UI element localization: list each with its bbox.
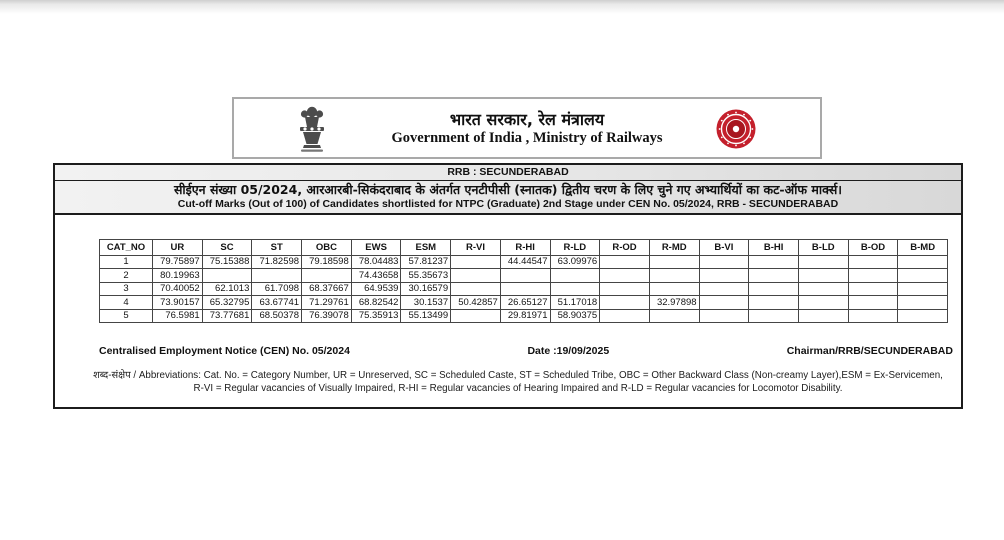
mark-cell	[252, 269, 302, 283]
header-row	[100, 240, 948, 256]
mark-cell: 61.7098	[252, 282, 302, 296]
letterhead-banner	[232, 97, 822, 159]
mark-cell	[302, 269, 352, 283]
column-header: CAT_NO	[100, 240, 153, 256]
signatory-label: Chairman/RRB/SECUNDERABAD	[786, 345, 953, 357]
mark-cell	[848, 282, 898, 296]
cat-no-cell: 4	[100, 296, 153, 310]
mark-cell	[798, 269, 848, 283]
cat-no-cell: 1	[100, 255, 153, 269]
mark-cell: 75.15388	[202, 255, 252, 269]
mark-cell: 76.39078	[302, 309, 352, 323]
column-header: R-LD	[550, 240, 600, 256]
table-row	[100, 255, 948, 269]
mark-cell: 78.04483	[351, 255, 401, 269]
mark-cell	[699, 255, 749, 269]
mark-cell	[202, 269, 252, 283]
mark-cell	[798, 282, 848, 296]
cat-no-cell: 5	[100, 309, 153, 323]
mark-cell	[600, 255, 650, 269]
mark-cell: 51.17018	[550, 296, 600, 310]
mark-cell: 26.65127	[500, 296, 550, 310]
mark-cell: 80.19963	[153, 269, 203, 283]
mark-cell	[798, 309, 848, 323]
mark-cell	[749, 309, 799, 323]
mark-cell: 44.44547	[500, 255, 550, 269]
mark-cell	[898, 309, 948, 323]
mark-cell	[848, 296, 898, 310]
mark-cell: 57.81237	[401, 255, 451, 269]
mark-cell: 74.43658	[351, 269, 401, 283]
mark-cell	[649, 309, 699, 323]
notice-box	[53, 163, 963, 409]
mark-cell: 73.77681	[202, 309, 252, 323]
column-header: ST	[252, 240, 302, 256]
mark-cell	[699, 296, 749, 310]
mark-cell	[600, 282, 650, 296]
column-header: UR	[153, 240, 203, 256]
column-header: B-LD	[798, 240, 848, 256]
cutoff-table-body	[100, 255, 948, 323]
mark-cell: 68.37667	[302, 282, 352, 296]
table-row	[100, 269, 948, 283]
column-header: B-HI	[749, 240, 799, 256]
mark-cell	[798, 296, 848, 310]
mark-cell	[749, 282, 799, 296]
mark-cell	[451, 255, 501, 269]
mark-cell: 63.67741	[252, 296, 302, 310]
date-label: Date :19/09/2025	[527, 345, 610, 357]
mark-cell: 63.09976	[550, 255, 600, 269]
mark-cell: 73.90157	[153, 296, 203, 310]
column-header: R-OD	[600, 240, 650, 256]
notice-title-hindi: सीईएन संख्या 05/2024, आरआरबी-सिकंदराबाद के अंतर्गत एनटीपीसी (स्नातक) द्वितीय चरण के लिए चुने गए अभ्यार्थियों का कट-ऑफ मार्क्स।	[173, 182, 843, 197]
mark-cell: 79.75897	[153, 255, 203, 269]
column-header: B-VI	[699, 240, 749, 256]
mark-cell: 62.1013	[202, 282, 252, 296]
mark-cell: 68.82542	[351, 296, 401, 310]
mark-cell	[451, 269, 501, 283]
mark-cell	[699, 309, 749, 323]
mark-cell: 30.16579	[401, 282, 451, 296]
mark-cell	[898, 255, 948, 269]
notice-title-english: Cut-off Marks (Out of 100) of Candidates shortlisted for NTPC (Graduate) 2nd Stage under CEN No. 05/2024, RRB - SECUNDERABAD	[177, 198, 839, 210]
mark-cell	[649, 282, 699, 296]
table-row	[100, 296, 948, 310]
mark-cell: 55.35673	[401, 269, 451, 283]
mark-cell	[451, 309, 501, 323]
abbreviations-text: शब्द-संक्षेप / Abbreviations: Cat. No. = Category Number, UR = Unreserved, SC = Scheduled Caste, ST = Scheduled Tribe, OBC = Other Backward Class (Non-creamy Layer),ESM = Ex-Servicemen, R-VI = Regular vacancies of Visually Impaired, R-HI = Regular vacancies of Hearing Impaired and R-LD = Regular vacancies for Locomotor Disability.	[93, 370, 943, 394]
mark-cell	[749, 296, 799, 310]
mark-cell	[550, 282, 600, 296]
mark-cell: 79.18598	[302, 255, 352, 269]
mark-cell	[600, 269, 650, 283]
notice-title-bar	[55, 181, 961, 215]
notice-footer-line	[99, 345, 953, 357]
mark-cell	[898, 296, 948, 310]
mark-cell	[699, 269, 749, 283]
mark-cell: 50.42857	[451, 296, 501, 310]
cat-no-cell: 2	[100, 269, 153, 283]
mark-cell: 76.5981	[153, 309, 203, 323]
ministry-title-english: Government of India , Ministry of Railways	[391, 129, 663, 146]
mark-cell: 70.40052	[153, 282, 203, 296]
mark-cell	[550, 269, 600, 283]
mark-cell: 71.29761	[302, 296, 352, 310]
cutoff-table-head	[100, 240, 948, 256]
column-header: B-MD	[898, 240, 948, 256]
mark-cell	[898, 269, 948, 283]
column-header: OBC	[302, 240, 352, 256]
mark-cell	[848, 255, 898, 269]
column-header: R-VI	[451, 240, 501, 256]
ministry-title-hindi: भारत सरकार, रेल मंत्रालय	[449, 109, 605, 129]
mark-cell	[600, 296, 650, 310]
mark-cell	[699, 282, 749, 296]
mark-cell	[798, 255, 848, 269]
mark-cell	[649, 255, 699, 269]
column-header: SC	[202, 240, 252, 256]
mark-cell: 29.81971	[500, 309, 550, 323]
column-header: R-MD	[649, 240, 699, 256]
mark-cell: 32.97898	[649, 296, 699, 310]
mark-cell	[500, 282, 550, 296]
mark-cell: 65.32795	[202, 296, 252, 310]
mark-cell: 58.90375	[550, 309, 600, 323]
mark-cell	[749, 269, 799, 283]
mark-cell: 64.9539	[351, 282, 401, 296]
mark-cell	[451, 282, 501, 296]
mark-cell	[600, 309, 650, 323]
table-row	[100, 309, 948, 323]
mark-cell	[848, 309, 898, 323]
mark-cell: 71.82598	[252, 255, 302, 269]
mark-cell: 30.1537	[401, 296, 451, 310]
board-name-bar: RRB : SECUNDERABAD	[55, 165, 961, 181]
mark-cell	[848, 269, 898, 283]
cutoff-table	[99, 239, 948, 323]
column-header: R-HI	[500, 240, 550, 256]
column-header: ESM	[401, 240, 451, 256]
mark-cell: 68.50378	[252, 309, 302, 323]
column-header: EWS	[351, 240, 401, 256]
mark-cell	[500, 269, 550, 283]
cen-number-label: Centralised Employment Notice (CEN) No. 05/2024	[99, 345, 350, 357]
indian-railways-logo-icon	[715, 108, 757, 150]
mark-cell	[749, 255, 799, 269]
mark-cell: 75.35913	[351, 309, 401, 323]
mark-cell	[898, 282, 948, 296]
window-top-shadow	[0, 0, 1004, 14]
mark-cell	[649, 269, 699, 283]
column-header: B-OD	[848, 240, 898, 256]
mark-cell: 55.13499	[401, 309, 451, 323]
cat-no-cell: 3	[100, 282, 153, 296]
table-row	[100, 282, 948, 296]
